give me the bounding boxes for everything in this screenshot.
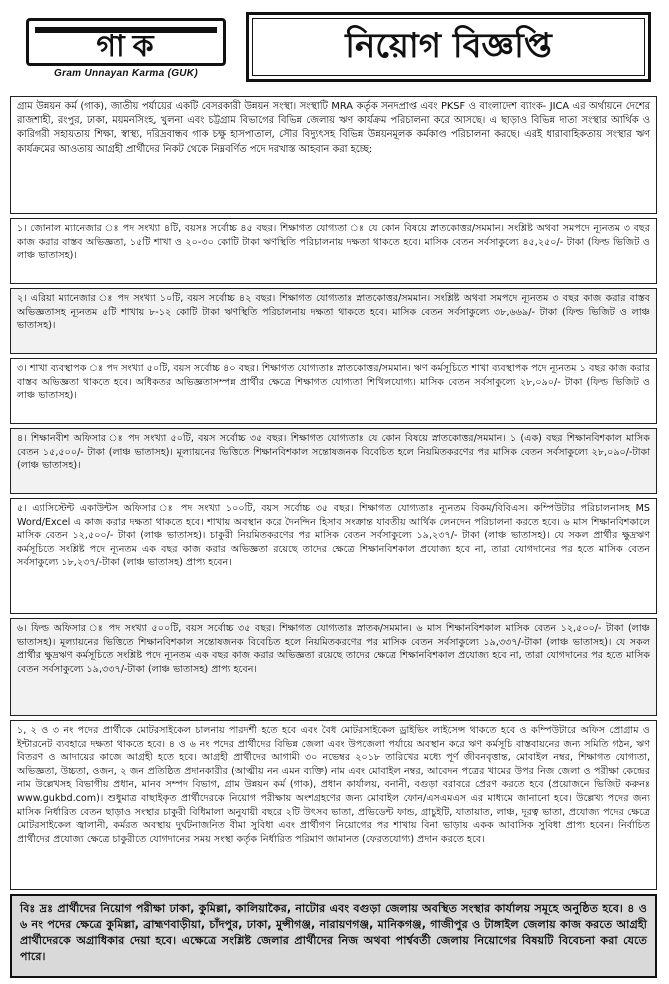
- job-advertisement: [6, 6, 663, 978]
- title-box-inner-border: [252, 18, 645, 76]
- position-zonal-manager: ১। জোনাল ম্যানেজার ঃ পদ সংখ্যা ৪টি, বয়সঃ সর্বোচ্চ ৪৫ বছর। শিক্ষাগত যোগ্যতা ঃ যে কোন বিষয়ে স্নাতকোত্তর/সমমান। সংশ্লিষ্ট অথবা সমপদে ন্যূনতম ৩ বছর কাজ করার বাস্তব অভিজ্ঞতা, ১৫টি শাখা ও ২০-৩০ কোটি টাকা ঋণস্থিতি পরিচালনায় দক্ষতা থাকতে হবে। মাসিক বেতন সর্বসাকুল্যে ৪৫,২৫০/- টাকা (ফিল্ড ভিজিট ও লাঞ্চ ভাতাসহ)।: [10, 218, 657, 284]
- note-box: বিঃ দ্রঃ প্রার্থীদের নিয়োগ পরীক্ষা ঢাকা, কুমিল্লা, কালিয়াকৈর, নাটোর এবং বগুড়া জেলায় অবস্থিত সংস্থার কার্যালয় সমূহে অনুষ্ঠিত হবে। ৪ ও ৬ নং পদের ক্ষেত্রে কুমিল্লা, ব্রাহ্মণবাড়ীয়া, চাঁদপুর, ঢাকা, মুন্সীগঞ্জ, নারায়ণগঞ্জ, মানিকগঞ্জ, গাজীপুর ও টাঙ্গাইল জেলায় কাজ করতে আগ্রহী প্রার্থীদেরকে অগ্রাধিকার দেয়া হবে। এক্ষেত্রে সংশ্লিষ্ট জেলার প্রার্থীদের নিজ অথবা পার্শ্ববর্তী জেলায় নিয়োগের বিষয়টি বিবেচনা করা যেতে পারে।: [10, 894, 657, 978]
- logo-subtitle: Gram Unnayan Karma (GUK): [54, 68, 198, 79]
- guk-logo: [26, 18, 226, 82]
- title-box: [246, 12, 651, 82]
- conditions-paragraph: ১, ২ ও ৩ নং পদের প্রার্থীকে মোটরসাইকেল চালনায় পারদর্শী হতে হবে এবং বৈধ মোটরসাইকেল ড্রাইভিং লাইসেন্স থাকতে হবে ও কম্পিউটারে অফিস প্রোগ্রাম ও ইন্টারনেট ব্যবহারে দক্ষতা থাকতে হবে। ৪ ও ৬ নং পদের প্রার্থীদের বিভিন্ন জেলা এবং উপজেলা পর্যায়ে অবস্থান করে ঋণ কর্মসূচি বাস্তবায়নের জন্য সমিতি গঠন, ঋণ বিতরণ ও আদায়ের কাজে আগ্রহী হতে হবে। আগ্রহী প্রার্থীদের আগামী ৩০ নভেম্বর ২০১৮ তারিখের মধ্যে পূর্ণ জীবনবৃত্তান্ত, মোবাইল নম্বর, শিক্ষাগত যোগ্যতা, অভিজ্ঞতা, উচ্চতা, ওজন, ২ জন প্রতিষ্ঠিত প্রদানকারীর (আত্মীয় নন এমন ব্যক্তি) নাম এবং মোবাইল নম্বর, আবেদন পত্রের খামের উপর নিজ জেলা ও পরীক্ষা কেন্দ্রের নাম উল্লেখসহ বিভাগীয় প্রধান, মানব সম্পদ বিভাগ, গ্রাম উন্নয়ন কর্ম (গাক), প্রধান কার্যালয়, বনানী, বগুড়া বরাবরে প্রেরণ করতে হবে (প্রয়োজনে ভিজিট করুনঃ www.gukbd.com)। শুধুমাত্র বাছাইকৃত প্রার্থীদেরকে নিয়োগ পরীক্ষায় অংশগ্রহণের জন্য মোবাইল ফোন/এসএমএস এর মাধ্যমে জানানো হবে। উল্লেখ্য পদের জন্য মাসিক নির্ধারিত বেতন ছাড়াও সংস্থার চাকুরী বিধিমালা অনুযায়ী বছরে ২টি উৎসব ভাতা, প্রভিডেন্ট ফান্ড, গ্রাচুইটি, যাতায়াত, লাঞ্চ, দূরত্ব ভাতা, প্রযোজ্য পদের ক্ষেত্রে মোটরসাইকেল জ্বালানী, কর্মরত অবস্থায় দুর্ঘটনাজনিত বীমা সুবিধা এবং প্রার্থীগণ নিয়োগের পর শাখায় বিনা ভাড়ায় একক আবাসিক সুবিধা প্রাপ্য হবেন। নির্বাচিত প্রার্থীদের প্রযোজ্য ক্ষেত্রে চাকুরীতে যোগদানের সময় সংস্থা কর্তৃক নির্ধারিত পরিমাণ জামানত (ফেরতযোগ্য) প্রদান করতে হবে।: [10, 720, 657, 890]
- position-branch-manager: ৩। শাখা ব্যবস্থাপক ঃ পদ সংখ্যা ৫০টি, বয়স সর্বোচ্চ ৪০ বছর। শিক্ষাগত যোগ্যতাঃ স্নাতকোত্তর/সমমান। ঋণ কর্মসূচিতে শাখা ব্যবস্থাপক পদে ন্যূনতম ১ বছর কাজ করার বাস্তব অভিজ্ঞতা থাকতে হবে। অধিকতর অভিজ্ঞতাসম্পন্ন প্রার্থীর ক্ষেত্রে শিক্ষাগত যোগ্যতা শিথিলযোগ্য। মাসিক বেতন সর্বসাকুল্যে ২৮,০৯০/- টাকা (ফিল্ড ভিজিট ও লাঞ্চ ভাতাসহ)।: [10, 358, 657, 424]
- header: [6, 6, 663, 92]
- logo-text: গাক: [96, 29, 162, 64]
- position-trainee-officer: ৪। শিক্ষানবীশ অফিসার ঃ পদ সংখ্যা ৫০টি, বয়স সর্বোচ্চ ৩৫ বছর। শিক্ষাগত যোগ্যতাঃ যে কোন বিষয়ে স্নাতকোত্তর/সমমান। ১ (এক) বছর শিক্ষানবিশকাল মাসিক বেতন ১৫,৫০০/- টাকা (লাঞ্চ ভাতাসহ)। মূল্যায়নের ভিত্তিতে শিক্ষানবিশকাল সন্তোষজনক বিবেচিত হলে নিয়মিতকরণের পর মাসিক বেতন সর্বসাকুল্যে ২৮,০৯০/-টাকা (লাঞ্চ ভাতাসহ)।: [10, 428, 657, 494]
- position-area-manager: ২। এরিয়া ম্যানেজার ঃ পদ সংখ্যা ১০টি, বয়স সর্বোচ্চ ৪২ বছর। শিক্ষাগত যোগ্যতাঃ স্নাতকোত্তর/সমমান। সংশ্লিষ্ট অথবা সমপদে ন্যূনতম ৩ বছর কাজ করার বাস্তব অভিজ্ঞতাসহ ন্যূনতম ৫টি শাখায় ৮-১২ কোটি টাকা ঋণস্থিতি পরিচালনায় দক্ষতা থাকতে হবে। মাসিক বেতন সর্বসাকুল্যে ৩৮,৬৬৯/- টাকা (ফিল্ড ভিজিট ও লাঞ্চ ভাতাসহ)।: [10, 288, 657, 354]
- position-field-officer: ৬। ফিল্ড অফিসার ঃ পদ সংখ্যা ৫০০টি, বয়স সর্বোচ্চ ৩৫ বছর। শিক্ষাগত যোগ্যতাঃ স্নাতক/সমমান। ৬ মাস শিক্ষানবিশকাল মাসিক বেতন ১২,৫০০/- টাকা (লাঞ্চ ভাতাসহ)। মূল্যায়নের ভিত্তিতে শিক্ষানবিশকাল সন্তোষজনক বিবেচিত হলে নিয়মিতকরণের পর মাসিক বেতন সর্বসাকুল্যে ১৯,৩৩৭/-টাকা (লাঞ্চ ভাতাসহ)। যে সকল প্রার্থীর ক্ষুদ্রঋণ কর্মসূচিতে সংশ্লিষ্ট পদে ন্যূনতম এক বছর কাজ করার অভিজ্ঞতা রয়েছে তাদের ক্ষেত্রে শিক্ষানবিশকাল প্রযোজ্য হবে না, তারা যোগদানের পর হতে মাসিক বেতন সর্বসাকুল্যে ১৯,৩৩৭/-টাকা (লাঞ্চ ভাতাসহ) প্রাপ্য হবেন।: [10, 618, 657, 716]
- position-assistant-accounts-officer: ৫। এ্যাসিস্টেন্ট একাউন্টস অফিসার ঃ পদ সংখ্যা ১০০টি, বয়স সর্বোচ্চ ৩৫ বছর। শিক্ষাগত যোগ্যতাঃ ন্যূনতম বিকম/বিবিএস। কম্পিউটার পরিচালনাসহ MS Word/Excel এ কাজ করার দক্ষতা থাকতে হবে। শাখায় অবস্থান করে দৈনন্দিন হিসাব সংক্রান্ত যাবতীয় আর্থিক লেনদেন পরিচালনা করতে হবে। ৬ মাস শিক্ষানবিশকালে মাসিক বেতন ১২,৫০০/- টাকা (লাঞ্চ ভাতাসহ)। চাকুরী নিয়মিতকরণের পর মাসিক বেতন সর্বসাকুল্যে ১৯,২৩৭/- টাকা (লাঞ্চ ভাতাসহ)। যে সকল প্রার্থীর ক্ষুদ্রঋণ কর্মসূচিতে সংশ্লিষ্ট পদে ন্যূনতম এক বছর কাজ করার অভিজ্ঞতা রয়েছে তাদের ক্ষেত্রে শিক্ষানবিশকাল প্রযোজ্য হবে না, তারা যোগদানের পর হতে মাসিক বেতন সর্বসাকুল্যে ১৮,২৩৭/-টাকা (লাঞ্চ ভাতাসহ) প্রাপ্য হবেন।: [10, 498, 657, 614]
- guk-logo-mark: [26, 18, 226, 66]
- page-title: নিয়োগ বিজ্ঞপ্তি: [345, 26, 552, 66]
- intro-paragraph: গ্রাম উন্নয়ন কর্ম (গাক), জাতীয় পর্যায়ের একটি বেসরকারী উন্নয়ন সংস্থা। সংস্থাটি MRA কর্তৃক সনদপ্রাপ্ত এবং PKSF ও বাংলাদেশ ব্যাংক- JICA এর অর্থায়নে দেশের রাজশাহী, রংপুর, ঢাকা, ময়মনসিংহ, খুলনা এবং চট্টগ্রাম বিভাগের বিভিন্ন জেলায় ঋণ কার্যক্রম পরিচালনা করে আসছে। এ ছাড়াও বিভিন্ন দাতা সংস্থার আর্থিক ও কারিগরী সহায়তায় শিক্ষা, স্বাস্থ্য, দরিদ্রবান্ধব গাক চক্ষু হাসপাতাল, সৌর বিদ্যুৎসহ বিভিন্ন উন্নয়নমূলক কর্মকাণ্ড পরিচালনা করছে। এরই ধারাবাহিকতায় সংস্থার ঋণ কার্যক্রমের আওতায় আগ্রহী প্রার্থীদের নিকট থেকে নিম্নবর্ণিত পদে দরখাস্ত আহবান করা হচ্ছে:: [10, 96, 657, 214]
